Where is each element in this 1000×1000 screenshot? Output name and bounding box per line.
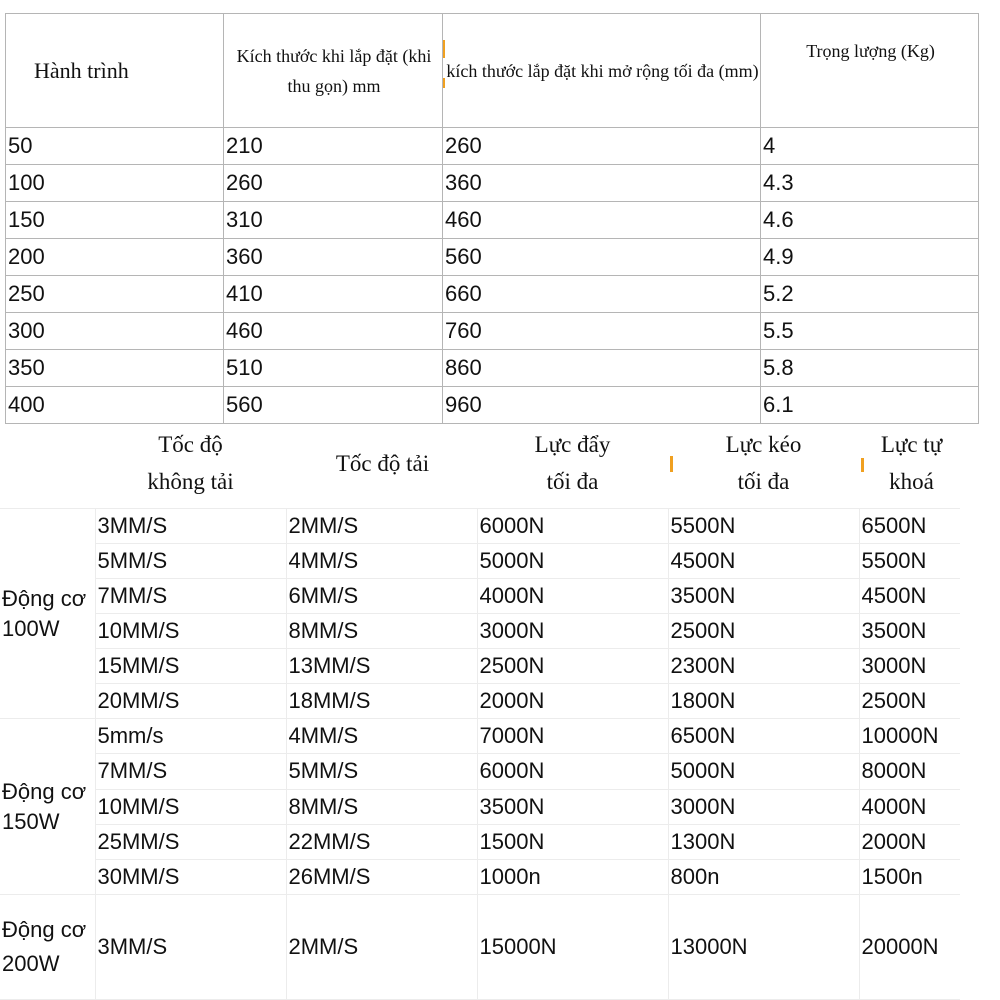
cell-weight: 4.3 — [761, 165, 979, 202]
header-weight: Trọng lượng (Kg) — [761, 14, 979, 128]
cell-stroke: 200 — [6, 239, 224, 276]
cell-self-lock-force: 2500N — [859, 684, 960, 719]
cell-max-pull-force: 13000N — [668, 894, 859, 999]
cell-no-load-speed: 10MM/S — [95, 614, 286, 649]
cell-load-speed: 2MM/S — [286, 894, 477, 999]
cell-no-load-speed: 3MM/S — [95, 894, 286, 999]
cell-no-load-speed: 20MM/S — [95, 684, 286, 719]
cell-extended-size: 660 — [443, 276, 761, 313]
table-row — [6, 239, 979, 276]
cell-max-push-force: 5000N — [477, 544, 668, 579]
cell-self-lock-force: 4000N — [859, 789, 960, 824]
cell-self-lock-force: 4500N — [859, 579, 960, 614]
motor-performance-table — [0, 418, 960, 1000]
cell-stroke: 100 — [6, 165, 224, 202]
cell-self-lock-force: 1500n — [859, 859, 960, 894]
cell-no-load-speed: 7MM/S — [95, 579, 286, 614]
header-extended-size-text: kích thước lắp đặt khi mở rộng tối đa (mm) — [446, 60, 759, 81]
header-max-pull-force-text: Lực kéo tối đa — [725, 432, 802, 495]
table1-header-row — [6, 14, 979, 128]
cell-max-pull-force: 6500N — [668, 719, 859, 754]
header-self-lock-force-text: Lực tự khoá — [880, 432, 943, 495]
cell-extended-size: 960 — [443, 387, 761, 424]
table-row — [0, 614, 960, 649]
cell-load-speed: 4MM/S — [286, 544, 477, 579]
header-retracted-size: Kích thước khi lắp đặt (khi thu gọn) mm — [224, 14, 443, 128]
header-extended-size — [443, 14, 761, 128]
cell-self-lock-force: 20000N — [859, 894, 960, 999]
table2-header-row — [0, 418, 960, 509]
cell-load-speed: 22MM/S — [286, 824, 477, 859]
cell-self-lock-force: 5500N — [859, 544, 960, 579]
cell-self-lock-force: 8000N — [859, 754, 960, 789]
cell-max-push-force: 7000N — [477, 719, 668, 754]
cell-weight: 5.2 — [761, 276, 979, 313]
table-row — [6, 165, 979, 202]
cell-weight: 4 — [761, 128, 979, 165]
cell-extended-size: 460 — [443, 202, 761, 239]
cell-max-pull-force: 5000N — [668, 754, 859, 789]
cell-load-speed: 4MM/S — [286, 719, 477, 754]
cell-weight: 5.5 — [761, 313, 979, 350]
cell-no-load-speed: 5mm/s — [95, 719, 286, 754]
cell-load-speed: 26MM/S — [286, 859, 477, 894]
cell-max-pull-force: 3000N — [668, 789, 859, 824]
cell-extended-size: 260 — [443, 128, 761, 165]
table-row — [0, 684, 960, 719]
cell-load-speed: 8MM/S — [286, 614, 477, 649]
table-row — [0, 859, 960, 894]
cell-retracted-size: 210 — [224, 128, 443, 165]
cell-weight: 4.6 — [761, 202, 979, 239]
cell-stroke: 350 — [6, 350, 224, 387]
cell-stroke: 50 — [6, 128, 224, 165]
cell-extended-size: 360 — [443, 165, 761, 202]
cell-max-push-force: 2000N — [477, 684, 668, 719]
header-marker — [443, 78, 445, 88]
cell-max-push-force: 6000N — [477, 754, 668, 789]
table-row — [6, 202, 979, 239]
cell-no-load-speed: 15MM/S — [95, 649, 286, 684]
header-marker — [861, 458, 864, 472]
cell-max-push-force: 15000N — [477, 894, 668, 999]
header-stroke: Hành trình — [6, 14, 224, 128]
motor-label: Động cơ 200W — [0, 894, 95, 999]
cell-retracted-size: 260 — [224, 165, 443, 202]
cell-max-push-force: 6000N — [477, 509, 668, 544]
cell-self-lock-force: 3500N — [859, 614, 960, 649]
motor-label: Động cơ 150W — [0, 719, 95, 894]
cell-max-pull-force: 5500N — [668, 509, 859, 544]
cell-max-push-force: 4000N — [477, 579, 668, 614]
table-row — [0, 824, 960, 859]
cell-weight: 4.9 — [761, 239, 979, 276]
header-self-lock-force — [859, 418, 960, 509]
stroke-dimensions-table — [5, 13, 979, 424]
cell-max-pull-force: 1800N — [668, 684, 859, 719]
cell-extended-size: 560 — [443, 239, 761, 276]
cell-load-speed: 8MM/S — [286, 789, 477, 824]
header-marker — [670, 456, 673, 472]
cell-no-load-speed: 30MM/S — [95, 859, 286, 894]
cell-retracted-size: 310 — [224, 202, 443, 239]
cell-load-speed: 5MM/S — [286, 754, 477, 789]
motor-label: Động cơ 100W — [0, 509, 95, 719]
cell-max-pull-force: 2500N — [668, 614, 859, 649]
table-row — [0, 894, 960, 999]
table-row — [0, 754, 960, 789]
header-marker — [443, 40, 445, 58]
cell-stroke: 250 — [6, 276, 224, 313]
cell-no-load-speed: 7MM/S — [95, 754, 286, 789]
cell-load-speed: 2MM/S — [286, 509, 477, 544]
header-load-speed: Tốc độ tải — [286, 418, 477, 509]
cell-self-lock-force: 3000N — [859, 649, 960, 684]
table-row — [6, 128, 979, 165]
cell-extended-size: 760 — [443, 313, 761, 350]
table-row — [0, 789, 960, 824]
table-row — [6, 313, 979, 350]
header-no-load-speed: Tốc độ không tải — [95, 418, 286, 509]
table-row — [6, 276, 979, 313]
cell-retracted-size: 510 — [224, 350, 443, 387]
header-max-pull-force — [668, 418, 859, 509]
cell-stroke: 150 — [6, 202, 224, 239]
cell-max-pull-force: 800n — [668, 859, 859, 894]
cell-no-load-speed: 25MM/S — [95, 824, 286, 859]
cell-max-pull-force: 2300N — [668, 649, 859, 684]
cell-load-speed: 6MM/S — [286, 579, 477, 614]
cell-max-pull-force: 3500N — [668, 579, 859, 614]
table-row — [0, 649, 960, 684]
cell-no-load-speed: 3MM/S — [95, 509, 286, 544]
cell-stroke: 300 — [6, 313, 224, 350]
cell-retracted-size: 460 — [224, 313, 443, 350]
cell-retracted-size: 360 — [224, 239, 443, 276]
cell-self-lock-force: 10000N — [859, 719, 960, 754]
cell-load-speed: 18MM/S — [286, 684, 477, 719]
header-max-push-force: Lực đẩy tối đa — [477, 418, 668, 509]
cell-max-pull-force: 4500N — [668, 544, 859, 579]
cell-load-speed: 13MM/S — [286, 649, 477, 684]
cell-weight: 6.1 — [761, 387, 979, 424]
table-row — [0, 509, 960, 544]
table-row — [0, 544, 960, 579]
cell-stroke: 400 — [6, 387, 224, 424]
motor-performance-body — [0, 418, 960, 1000]
cell-retracted-size: 410 — [224, 276, 443, 313]
header-empty — [0, 418, 95, 509]
cell-max-pull-force: 1300N — [668, 824, 859, 859]
table-row — [0, 719, 960, 754]
table-row — [0, 579, 960, 614]
cell-max-push-force: 1000n — [477, 859, 668, 894]
cell-extended-size: 860 — [443, 350, 761, 387]
cell-weight: 5.8 — [761, 350, 979, 387]
cell-max-push-force: 3500N — [477, 789, 668, 824]
cell-max-push-force: 2500N — [477, 649, 668, 684]
cell-no-load-speed: 10MM/S — [95, 789, 286, 824]
table-row — [6, 350, 979, 387]
cell-self-lock-force: 6500N — [859, 509, 960, 544]
stroke-dimensions-body — [6, 14, 979, 424]
cell-self-lock-force: 2000N — [859, 824, 960, 859]
cell-retracted-size: 560 — [224, 387, 443, 424]
cell-no-load-speed: 5MM/S — [95, 544, 286, 579]
cell-max-push-force: 1500N — [477, 824, 668, 859]
cell-max-push-force: 3000N — [477, 614, 668, 649]
